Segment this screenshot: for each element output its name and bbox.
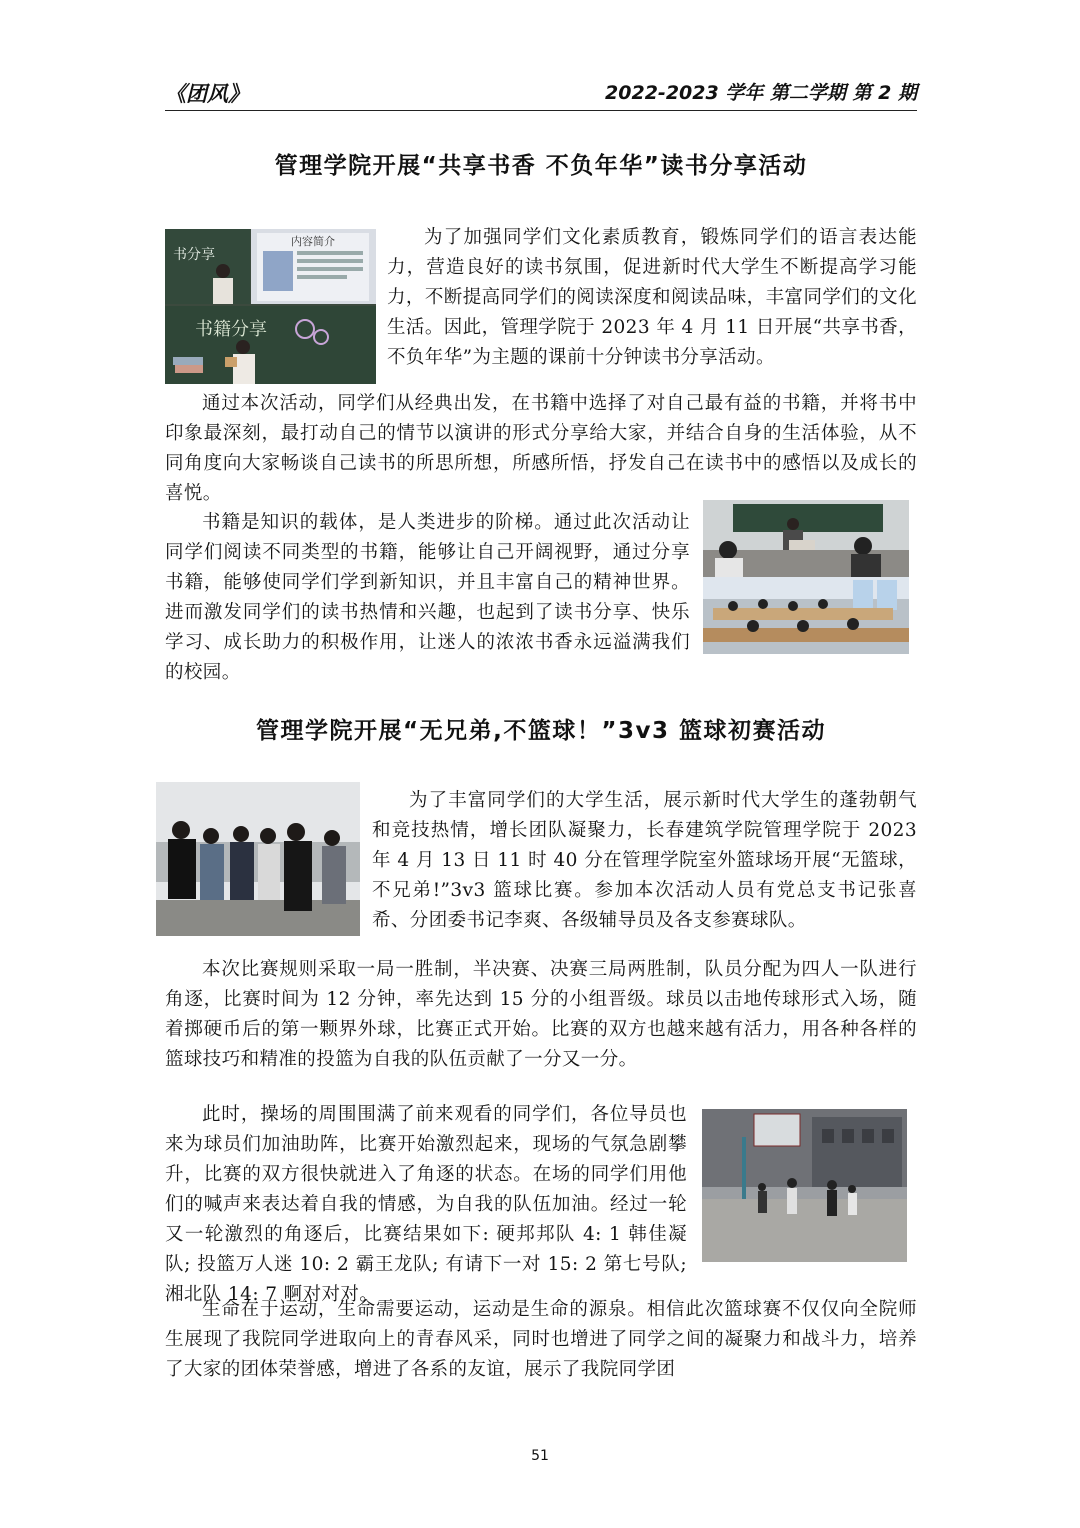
- article1-paragraph-3: 书籍是知识的载体，是人类进步的阶梯。通过此次活动让同学们阅读不同类型的书籍，能够让自己开阔视野，通过分享书籍，能够使同学们学到新知识，并且丰富自己的精神世界。进而激发同学们的读书热情和兴趣，也起到了读书分享、快乐学习、成长助力的积极作用，让迷人的浓浓书香永远溢满我们的校园。: [165, 512, 690, 683]
- article2-title: 管理学院开展“无兄弟,不篮球！”3v3 篮球初赛活动: [256, 718, 826, 744]
- article2-paragraph-3: 此时，操场的周围围满了前来观看的同学们，各位导员也来为球员们加油助阵，比赛开始激烈起来，现场的气氛急剧攀升，比赛的双方很快就进入了角逐的状态。在场的同学们用他们的喊声来表达着自我的情感，为自我的队伍加油。经过一轮又一轮激烈的角逐后，比赛结果如下: 硬邦邦队 4: 1 韩佳凝队; 投篮万人迷 10: 2 霸王龙队; 有请下一对 15: 2 第七号队; 湘北队 14: 7 啊对对对。: [165, 1104, 687, 1305]
- reading-activity-photo: [165, 229, 376, 384]
- svg-text:书分享: 书分享: [173, 247, 215, 263]
- classroom-photo: [703, 500, 909, 654]
- article1-title: 管理学院开展“共享书香 不负年华”读书分享活动: [274, 153, 808, 179]
- running-header: [165, 74, 917, 111]
- basketball-game-photo: [702, 1109, 907, 1262]
- article2-paragraph-1: 为了丰富同学们的大学生活，展示新时代大学生的蓬勃朝气和竞技热情，增长团队凝聚力，长春建筑学院管理学院于 2023 年 4 月 13 日 11 时 40 分在管理学院室外篮球场开展“无篮球，不兄弟!”3v3 篮球比赛。参加本次活动人员有党总支书记张喜希、分团委书记李爽、各级辅导员及各支参赛球队。: [372, 790, 917, 931]
- article2-paragraph-4: 生命在于运动，生命需要运动，运动是生命的源泉。相信此次篮球赛不仅仅向全院师生展现了我院同学进取向上的青春风采，同时也增进了同学之间的凝聚力和战斗力，培养了大家的团体荣誉感，增进了各系的友谊，展示了我院同学团: [165, 1299, 917, 1380]
- article2-paragraph-2: 本次比赛规则采取一局一胜制，半决赛、决赛三局两胜制，队员分配为四人一队进行角逐，比赛时间为 12 分钟，率先达到 15 分的小组晋级。球员以击地传球形式入场，随着掷硬币后的第一颗界外球，比赛正式开始。比赛的双方也越来越有活力，用各种各样的篮球技巧和精准的投篮为自我的队伍贡献了一分又一分。: [165, 959, 917, 1070]
- article1-paragraph-2: 通过本次活动，同学们从经典出发，在书籍中选择了对自己最有益的书籍，并将书中印象最深刻，最打动自己的情节以演讲的形式分享给大家，并结合自身的生活体验，从不同角度向大家畅谈自己读书的所思所想，所感所悟，抒发自己在读书中的感悟以及成长的喜悦。: [165, 393, 917, 504]
- svg-text:内容简介: 内容简介: [291, 235, 335, 248]
- basketball-team-photo: [156, 782, 360, 936]
- svg-text:书籍分享: 书籍分享: [195, 319, 267, 340]
- journal-name: 《团风》: [165, 82, 249, 106]
- page-number: 51: [531, 1448, 549, 1464]
- article1-paragraph-1: 为了加强同学们文化素质教育，锻炼同学们的语言表达能力，营造良好的读书氛围，促进新时代大学生不断提高学习能力，不断提高同学们的阅读深度和阅读品味，丰富同学们的文化生活。因此，管理学院于 2023 年 4 月 11 日开展“共享书香，不负年华”为主题的课前十分钟读书分享活动。: [387, 227, 917, 368]
- issue-info: 2022-2023 学年 第二学期 第 2 期: [605, 82, 917, 104]
